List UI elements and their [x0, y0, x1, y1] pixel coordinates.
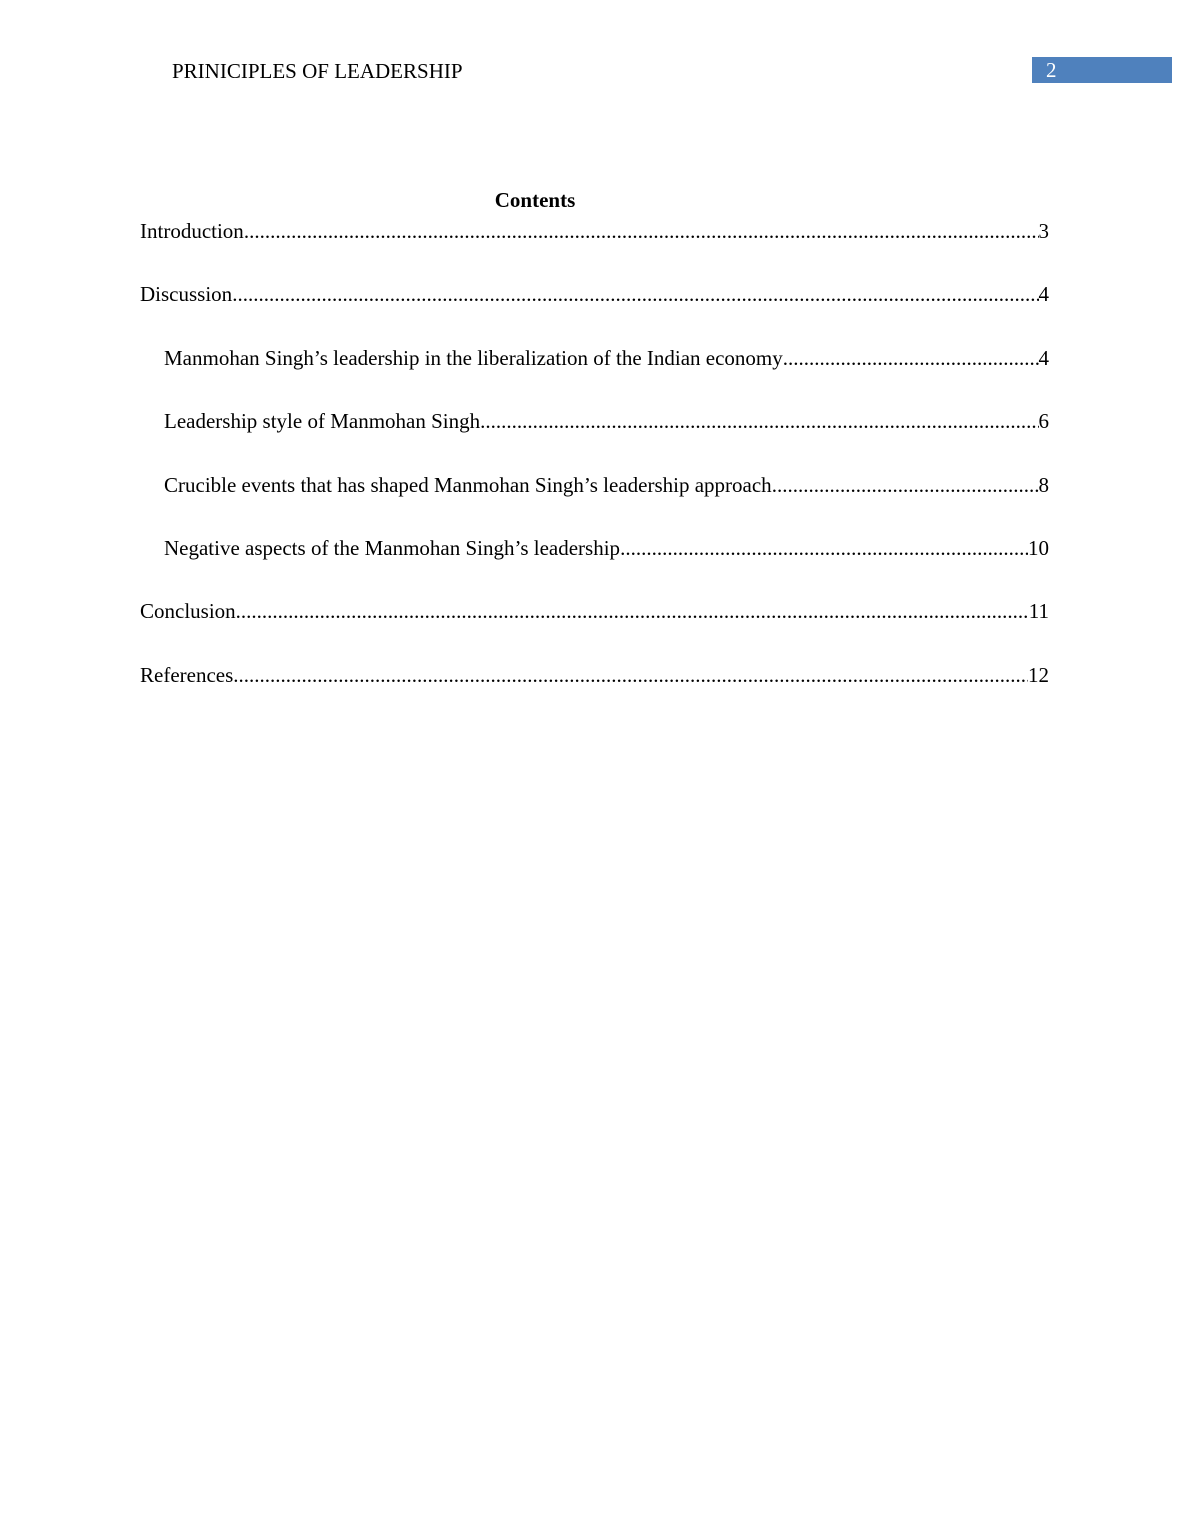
toc-heading: Contents [494, 188, 576, 212]
toc-entry-label: Discussion [140, 282, 233, 307]
toc-entry-references[interactable] [140, 661, 1049, 724]
toc-dot-leader [236, 597, 1029, 625]
toc-dot-leader [772, 471, 1039, 499]
toc-dot-leader [244, 217, 1039, 245]
toc-entry-conclusion[interactable] [140, 597, 1049, 660]
toc-entry-page: 12 [1028, 662, 1049, 687]
toc-entry-leadership-style[interactable] [140, 407, 1049, 470]
toc-entry-page: 8 [1038, 472, 1049, 497]
toc-dot-leader [620, 534, 1028, 562]
toc-entry-page: 3 [1038, 219, 1049, 243]
page-number-box [1032, 57, 1172, 83]
toc-entry-label: Leadership style of Manmohan Singh [164, 409, 481, 434]
toc-dot-leader [480, 407, 1038, 435]
toc-entry-page: 4 [1038, 345, 1049, 370]
toc-entry-liberalization[interactable] [140, 344, 1049, 407]
toc-entry-introduction[interactable] [140, 217, 1049, 280]
toc-entry-label: Crucible events that has shaped Manmohan Singh’s leadership approach [164, 472, 772, 497]
toc-entry-label: Conclusion [140, 599, 236, 624]
toc-entry-label: References [140, 662, 234, 687]
table-of-contents [140, 217, 1049, 724]
toc-dot-leader [233, 661, 1028, 689]
running-header-title: PRINICIPLES OF LEADERSHIP [172, 59, 463, 83]
toc-entry-label: Manmohan Singh’s leadership in the liberalization of the Indian economy [164, 345, 783, 370]
toc-entry-negative-aspects[interactable] [140, 534, 1049, 597]
toc-entry-page: 6 [1038, 409, 1049, 434]
toc-dot-leader [783, 344, 1039, 372]
toc-entry-label: Introduction [140, 219, 244, 243]
toc-entry-page: 4 [1038, 282, 1049, 307]
toc-entry-crucible-events[interactable] [140, 471, 1049, 534]
toc-entry-page: 11 [1028, 599, 1049, 624]
toc-dot-leader [232, 280, 1038, 308]
toc-entry-label: Negative aspects of the Manmohan Singh’s leadership [164, 535, 621, 560]
toc-entry-discussion[interactable] [140, 280, 1049, 343]
page-number: 2 [1046, 58, 1057, 82]
toc-entry-page: 10 [1028, 535, 1049, 560]
